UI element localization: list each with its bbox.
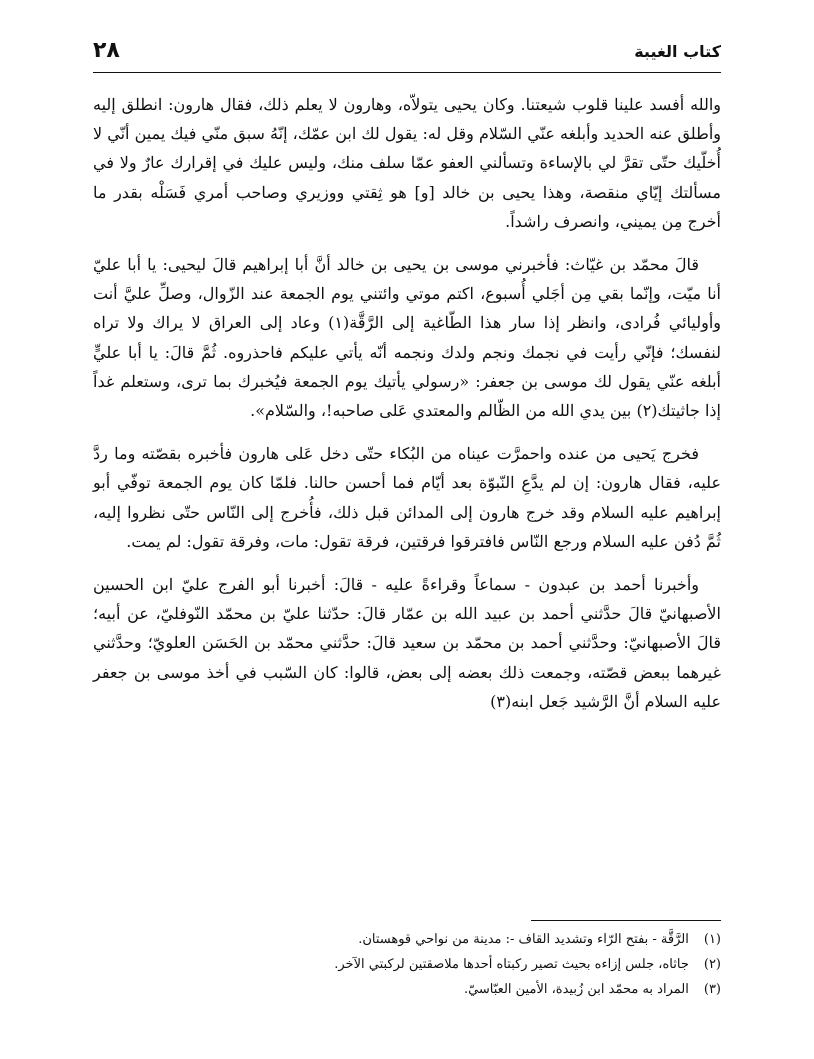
footnote-text: جاثاه، جلس إزاءه بحيث تصير ركبتاه أحدها ملاصقتين لركبتي الآخر. (334, 957, 689, 972)
footnote (93, 927, 721, 952)
footnote (93, 977, 721, 1002)
paragraph: والله أفسد علينا قلوب شيعتنا. وكان يحيى يتولاّه، وهارون لا يعلم ذلك، فقال هارون: انطلق إليه وأطلق عنه الحديد وأبلغه عنّي السّلام وقل له: يقول لك ابن عمّك، إنّهُ سبق منّي فيك يمين أنّي لا أُخلّيك حتّى تقرَّ لي بالإساءة وتسألني العفو عمّا سلف منك، وليس عليك في إقرارك عارٌ ولا في مسألتك إيّاي منقصة، وهذا يحيى بن خالد [و] هو ثِقتي ووزيري وصاحب أمري فَسَلْه بقدر ما أخرج مِن يميني، وانصرف راشداً. (93, 95, 721, 231)
paragraph: قالَ محمّد بن غيّاث: فأخبرني موسى بن يحيى بن خالد أنَّ أبا إبراهيم قالَ ليحيى: يا أبا عليّ أنا ميّت، وإنّما بقي مِن أجَلي أُسبوع، اكتم موتي وائتني يوم الجمعة عند الزّوال، وصلِّ عليَّ أنت وأوليائي فُرادى، وانظر إذا سار هذا الطّاغية إلى الرَّقَّة(١) وعاد إلى العراق لا يراك ولا تراه لنفسك؛ فإنّي رأيت في نجمك ونجم ولدك ونجمه أنّه يأتي عليكم فاحذروه. ثُمَّ قالَ: يا أبا عليٍّ أبلغه عنّي يقول لك موسى بن جعفر: «رسولي يأتيك يوم الجمعة فيُخبرك بما ترى، وستعلم غداً إذا جاثيتك(٢) بين يدي الله من الظّالم والمعتدي عَلى صاحبه!، والسّلام». (93, 255, 722, 421)
footnote-text: المراد به محمّد ابن زُبيدة، الأمين العبّاسيّ. (463, 982, 689, 997)
book-title: كتاب الغيبة (634, 42, 721, 61)
footnotes (93, 920, 721, 1002)
footnote-divider (531, 920, 721, 921)
page-number: ٢٨ (93, 38, 120, 63)
footnote-text: الرَّقَّة - بفتح الرّاء وتشديد القاف -: مدينة من نواحي قوهستان. (358, 932, 689, 947)
footnote-number: (٢) (703, 957, 721, 972)
page-body (93, 90, 721, 730)
footnote-number: (١) (703, 932, 721, 947)
paragraph: وأخبرنا أحمد بن عبدون - سماعاً وقراءةً عليه - قالَ: أخبرنا أبو الفرج عليّ ابن الحسين الأصبهانيّ قالَ حدَّثني أحمد بن عبيد الله بن عمّار قالَ: حدّثنا عليّ بن محمّد النّوفليّ، عن أبيه؛ قالَ الأصبهانيّ: وحدَّثني أحمد بن محمّد بن سعيد قالَ: حدَّثني محمّد بن الحَسَن العلويّ؛ وحدَّثني غيرهما ببعض قصّته، وجمعت ذلك بعضه إلى بعض، قالوا: كان السّبب في أخذ موسى بن جعفر عليه السلام أنَّ الرَّشيد جَعل ابنه(٣) (93, 575, 721, 711)
paragraph: فخرج يَحيى من عنده واحمرَّت عيناه من البُكاء حتّى دخل عَلى هارون فأخبره بقصّته وما ردَّ عليه، فقال هارون: إن لم يدَّعِ النّبوّة بعد أيّام فما أحسن حالنا. فلمّا كان يوم الجمعة توفّي أبو إبراهيم عليه السلام وقد خرج هارون إلى المدائن قبل ذلك، فأُخرج إلى النّاس حتّى نظروا إليه، ثُمَّ دُفن عليه السلام ورجع النّاس فافترقوا فرقتين، فرقة تقول: مات، وفرقة تقول: لم يمت. (93, 444, 721, 551)
footnote (93, 952, 721, 977)
footnote-number: (٣) (703, 982, 721, 997)
page-header (93, 38, 721, 73)
